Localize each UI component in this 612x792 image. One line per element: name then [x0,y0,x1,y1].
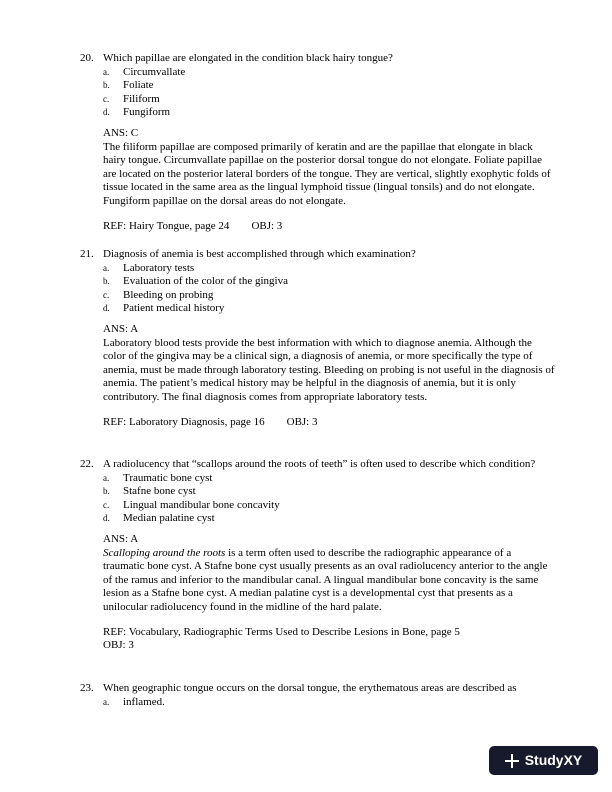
choice-letter: b. [103,276,110,287]
choice-text: Traumatic bone cyst [123,471,213,484]
choice-text: Filiform [123,92,160,105]
choice-item [103,512,555,526]
reference-line [103,220,555,234]
question-number: 23. [80,682,94,694]
choice-letter: a. [103,66,110,77]
question-number: 21. [80,248,94,260]
question-stem [80,458,555,472]
objective-text: OBJ: 3 [286,415,318,428]
choice-text: Foliate [123,79,154,92]
choice-letter: b. [103,80,110,91]
choice-item [103,262,555,276]
choice-text: Bleeding on probing [123,288,214,301]
question-text: Which papillae are elongated in the condition black hairy tongue? [103,52,393,64]
question-number: 20. [80,52,94,64]
choice-item [103,275,555,289]
choice-item [103,499,555,513]
rationale-text: Laboratory blood tests provide the best information with which to diagnose anemia. Although the color of the gingiva may be a clinical sign, a diagnosis of anemia, or more specifically the type of anemia, must be made through laboratory testing. Bleeding on probing is not useful in the diagnosis of anemia. The patient’s medical history may be helpful in the diagnosis of anemia, but it is only contributory. The final diagnosis comes from appropriate laboratory tests. [103,336,555,403]
reference-line [103,416,555,430]
question-21 [80,248,555,429]
choice-list [103,262,555,316]
studyxy-logo[interactable] [489,746,598,775]
question-number: 22. [80,458,94,470]
choice-letter: c. [103,93,110,104]
question-stem [80,248,555,262]
reference-text: REF: Hairy Tongue, page 24 [103,219,230,232]
rationale-body: is a term often used to describe the radiographic appearance of a traumatic bone cyst. A Stafne bone cyst usually presents as an oval radiolucency anterior to the angle of the ramus and inferior to the mandibular canal. A lingual mandibular bone concavity is the same lesion as a Stafne bone cyst. A median palatine cyst is a developmental cyst that presents as a unilocular radiolucency found in the midline of the hard palate. [103,546,548,613]
choice-text: Circumvallate [123,65,186,78]
choice-text: Evaluation of the color of the gingiva [123,275,288,288]
choice-text: Laboratory tests [123,261,195,274]
reference-text: REF: Vocabulary, Radiographic Terms Used to Describe Lesions in Bone, page 5 [103,625,460,638]
rationale-italic-term: Scalloping around the roots [103,546,226,559]
choice-text: Stafne bone cyst [123,485,196,498]
choice-item [103,66,555,80]
choice-item [103,485,555,499]
question-text: A radiolucency that “scallops around the roots of teeth” is often used to describe which condition? [103,458,536,470]
reference-line [103,626,555,653]
choice-item [103,696,555,710]
choice-letter: d. [103,303,110,314]
choice-text: inflamed. [123,695,165,708]
question-22 [80,458,555,653]
choice-letter: c. [103,499,110,510]
rationale-text: The filiform papillae are composed primarily of keratin and are the papillae that elongate in black hairy tongue. Circumvallate papillae on the posterior dorsal tongue do not elongate. Foliate papillae are located on the posterior lateral borders of the tongue. They are vertical, slightly exophytic folds of tissue located in the same area as the lingual lymphoid tissue (lingual tonsils) and do not elongate. Fungiform papillae on the dorsal areas do not elongate. [103,140,551,207]
choice-item [103,302,555,316]
choice-letter: b. [103,486,110,497]
choice-item [103,289,555,303]
logo-text: StudyXY [524,751,583,768]
question-text: Diagnosis of anemia is best accomplished through which examination? [103,248,416,260]
objective-text: OBJ: 3 [103,639,134,652]
choice-letter: c. [103,289,110,300]
choice-list [103,696,555,710]
choice-list [103,66,555,120]
choice-item [103,106,555,120]
answer-key: ANS: A [103,322,139,335]
choice-text: Median palatine cyst [123,512,215,525]
question-stem [80,52,555,66]
objective-text: OBJ: 3 [251,219,283,232]
choice-item [103,93,555,107]
answer-block [103,533,555,653]
question-stem [80,682,555,696]
question-text: When geographic tongue occurs on the dorsal tongue, the erythematous areas are described as [103,682,517,694]
choice-text: Patient medical history [123,302,225,315]
choice-letter: a. [103,472,110,483]
answer-key: ANS: A [103,532,139,545]
question-20 [80,52,555,233]
rationale-text [103,547,555,615]
choice-letter: a. [103,262,110,273]
choice-item [103,472,555,486]
answer-key: ANS: C [103,126,139,139]
choice-letter: d. [103,513,110,524]
reference-text: REF: Laboratory Diagnosis, page 16 [103,415,265,428]
choice-list [103,472,555,526]
choice-letter: a. [103,696,110,707]
plus-icon [505,754,519,768]
choice-text: Fungiform [123,106,171,119]
answer-block [103,323,555,429]
choice-item [103,79,555,93]
choice-letter: d. [103,107,110,118]
question-23 [80,682,555,709]
choice-text: Lingual mandibular bone concavity [123,498,280,511]
answer-block [103,127,555,233]
